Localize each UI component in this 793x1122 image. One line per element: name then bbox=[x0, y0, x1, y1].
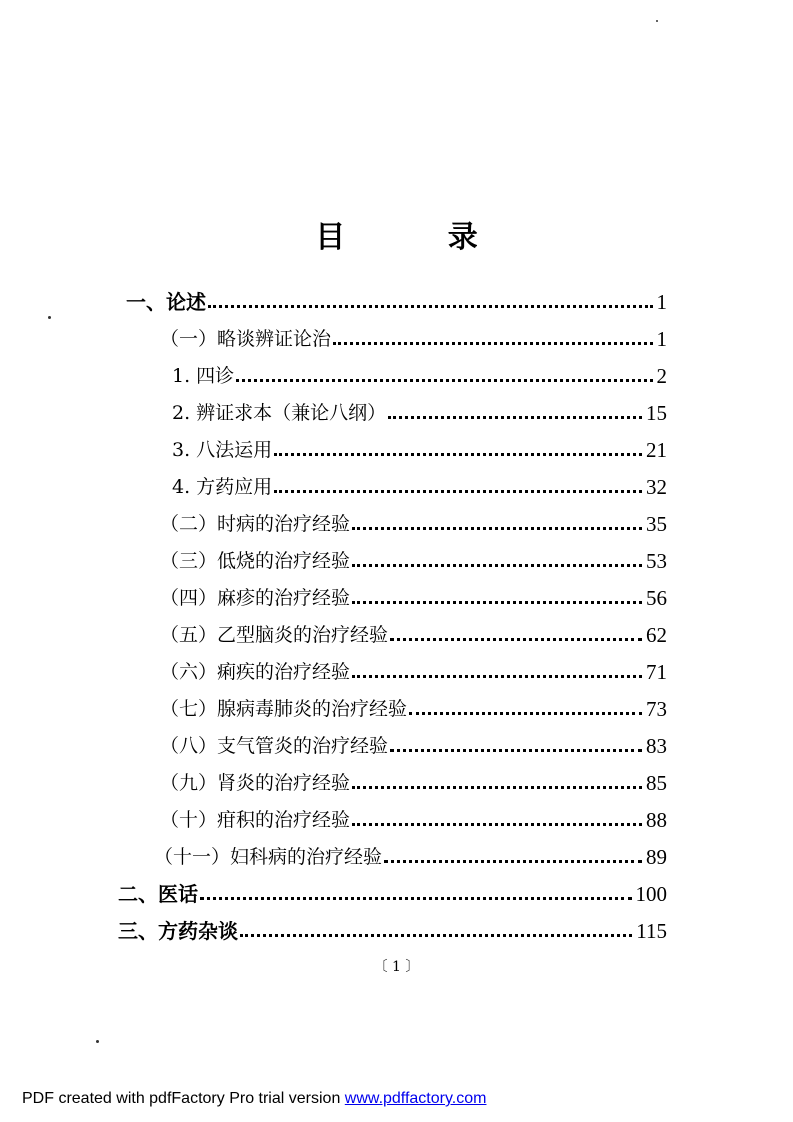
scan-speck bbox=[656, 20, 658, 22]
toc-entry-page: 21 bbox=[646, 438, 667, 462]
toc-entry-page: 32 bbox=[646, 475, 667, 499]
page-title: 目 录 bbox=[315, 220, 524, 255]
toc-entry-page: 115 bbox=[636, 919, 667, 943]
toc-entry[interactable] bbox=[172, 395, 667, 425]
toc-leader bbox=[409, 712, 642, 715]
toc-leader bbox=[384, 860, 642, 863]
toc-leader bbox=[352, 823, 642, 826]
toc-entry-label: （三）低烧的治疗经验 bbox=[160, 550, 351, 572]
toc-entry-label: 一、论述 bbox=[126, 290, 206, 314]
toc-entry-label: 1. 四诊 bbox=[172, 365, 235, 387]
toc-leader bbox=[333, 342, 652, 345]
toc-entry-label: （七）腺病毒肺炎的治疗经验 bbox=[160, 698, 408, 720]
banner-text: PDF created with pdfFactory Pro trial version bbox=[22, 1090, 345, 1107]
toc-entry[interactable] bbox=[160, 728, 667, 758]
toc-entry-label: （二）时病的治疗经验 bbox=[160, 513, 351, 535]
toc-leader bbox=[240, 934, 632, 937]
toc-entry[interactable] bbox=[160, 691, 667, 721]
toc-entry[interactable] bbox=[160, 543, 667, 573]
toc-entry-page: 35 bbox=[646, 512, 667, 536]
toc-entry-label: 3. 八法运用 bbox=[172, 439, 273, 461]
toc-leader bbox=[200, 897, 632, 900]
toc-leader bbox=[352, 675, 642, 678]
toc-leader bbox=[390, 638, 642, 641]
toc-leader bbox=[352, 786, 642, 789]
toc-entry-label: （八）支气管炎的治疗经验 bbox=[160, 735, 389, 757]
toc-entry[interactable] bbox=[160, 765, 667, 795]
toc-entry[interactable] bbox=[118, 913, 667, 943]
toc-leader bbox=[388, 416, 642, 419]
toc-entry-label: （五）乙型脑炎的治疗经验 bbox=[160, 624, 389, 646]
toc-entry[interactable] bbox=[160, 617, 667, 647]
toc-entry-label: （六）痢疾的治疗经验 bbox=[160, 661, 351, 683]
toc-entry[interactable] bbox=[160, 506, 667, 536]
toc-entry-label: （十一）妇科病的治疗经验 bbox=[154, 846, 383, 868]
toc-leader bbox=[274, 453, 642, 456]
toc-entry[interactable] bbox=[160, 802, 667, 832]
toc-entry-label: （一）略谈辨证论治 bbox=[160, 328, 332, 350]
toc-entry-label: （十）疳积的治疗经验 bbox=[160, 809, 351, 831]
toc-entry[interactable] bbox=[160, 654, 667, 684]
toc-entry-page: 83 bbox=[646, 734, 667, 758]
toc-leader bbox=[208, 305, 653, 308]
toc-entry-page: 56 bbox=[646, 586, 667, 610]
toc-entry-page: 100 bbox=[635, 882, 667, 906]
table-of-contents bbox=[0, 284, 793, 964]
toc-entry-page: 1 bbox=[656, 327, 667, 351]
toc-entry-label: （九）肾炎的治疗经验 bbox=[160, 772, 351, 794]
toc-entry-label: 4. 方药应用 bbox=[172, 476, 273, 498]
toc-entry-page: 15 bbox=[646, 401, 667, 425]
scan-speck bbox=[96, 1040, 99, 1043]
toc-leader bbox=[352, 527, 642, 530]
toc-entry-page: 62 bbox=[646, 623, 667, 647]
pdf-creator-banner bbox=[22, 1090, 486, 1108]
toc-entry-page: 53 bbox=[646, 549, 667, 573]
toc-entry-label: 二、医话 bbox=[118, 882, 198, 906]
toc-entry[interactable] bbox=[118, 876, 667, 906]
toc-entry-page: 1 bbox=[656, 290, 667, 314]
toc-leader bbox=[352, 564, 642, 567]
toc-entry-page: 2 bbox=[656, 364, 667, 388]
toc-entry-page: 73 bbox=[646, 697, 667, 721]
toc-entry-label: 三、方药杂谈 bbox=[118, 919, 238, 943]
toc-entry[interactable] bbox=[172, 432, 667, 462]
toc-entry[interactable] bbox=[154, 839, 667, 869]
toc-entry[interactable] bbox=[160, 321, 667, 351]
toc-leader bbox=[352, 601, 642, 604]
toc-entry-page: 89 bbox=[646, 845, 667, 869]
toc-entry[interactable] bbox=[160, 580, 667, 610]
toc-entry[interactable] bbox=[172, 469, 667, 499]
toc-entry-label: 2. 辨证求本（兼论八纲） bbox=[172, 402, 387, 424]
pdffactory-link[interactable]: www.pdffactory.com bbox=[344, 1090, 487, 1107]
toc-leader bbox=[274, 490, 642, 493]
toc-entry[interactable] bbox=[126, 284, 667, 314]
toc-entry-label: （四）麻疹的治疗经验 bbox=[160, 587, 351, 609]
toc-entry-page: 85 bbox=[646, 771, 667, 795]
page-number: 〔 1 〕 bbox=[373, 959, 420, 975]
toc-entry-page: 88 bbox=[646, 808, 667, 832]
toc-leader bbox=[390, 749, 642, 752]
toc-entry[interactable] bbox=[172, 358, 667, 388]
scan-speck bbox=[48, 316, 51, 319]
toc-entry-page: 71 bbox=[646, 660, 667, 684]
toc-leader bbox=[236, 379, 652, 382]
